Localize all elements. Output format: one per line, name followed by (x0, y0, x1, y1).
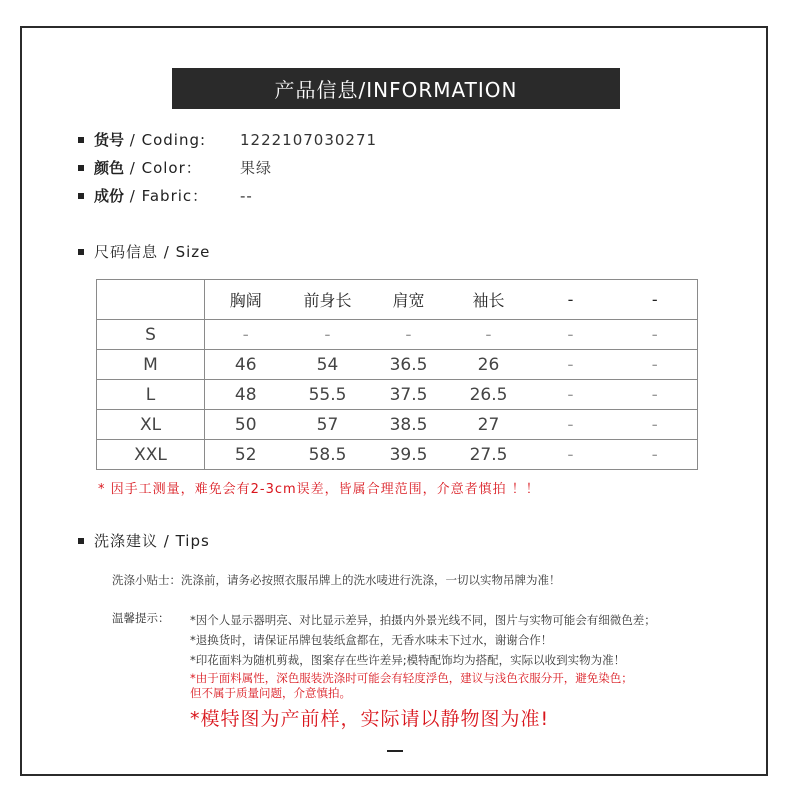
size-table-header-cell: 胸阔 (205, 280, 287, 320)
table-cell: 27.5 (449, 440, 529, 470)
bullet-icon (78, 165, 84, 171)
coding-label-en: / Coding: (124, 131, 207, 149)
page-title: 产品信息/INFORMATION (274, 78, 518, 102)
size-label-cell: S (97, 320, 205, 350)
table-cell: 26 (449, 350, 529, 380)
table-cell: 57 (287, 410, 369, 440)
table-row (97, 320, 698, 350)
table-cell: - (613, 320, 698, 350)
model-sample-note: *模特图为产前样，实际请以静物图为准! (190, 708, 550, 730)
size-table-header-row (97, 280, 698, 320)
divider-mark (387, 750, 403, 752)
table-cell: 36.5 (369, 350, 449, 380)
table-cell: - (369, 320, 449, 350)
size-table-header-cell (97, 280, 205, 320)
warm-tip-line: *因个人显示器明亮、对比显示差异，拍摄内外景光线不同，图片与实物可能会有细微色差； (190, 613, 656, 627)
table-row (97, 410, 698, 440)
info-row-coding (78, 129, 378, 150)
tips-section-heading (78, 530, 210, 551)
table-cell: 27 (449, 410, 529, 440)
table-cell: - (449, 320, 529, 350)
table-cell: 58.5 (287, 440, 369, 470)
table-cell: 48 (205, 380, 287, 410)
table-cell: 26.5 (449, 380, 529, 410)
table-cell: - (529, 350, 613, 380)
table-cell: 54 (287, 350, 369, 380)
table-cell: - (613, 350, 698, 380)
tips-section-title: 洗涤建议 / Tips (94, 532, 210, 550)
fabric-label-cn: 成份 (94, 187, 125, 205)
fabric-label-en: / Fabric： (124, 187, 209, 205)
info-title-bar (172, 68, 620, 109)
table-cell: - (287, 320, 369, 350)
table-row (97, 380, 698, 410)
table-cell: 38.5 (369, 410, 449, 440)
info-row-fabric (78, 185, 253, 206)
table-cell: 55.5 (287, 380, 369, 410)
warm-tip-line: *印花面料为随机剪裁，图案存在些许差异;模特配饰均为搭配，实际以收到实物为准！ (190, 653, 626, 667)
warm-tips-label: 温馨提示： (112, 611, 170, 625)
wash-tip: 洗涤小贴士：洗涤前，请务必按照衣服吊牌上的洗水唛进行洗涤，一切以实物吊牌为准！ (112, 573, 561, 587)
size-label-cell: XL (97, 410, 205, 440)
table-cell: - (529, 320, 613, 350)
bullet-icon (78, 249, 84, 255)
size-label-cell: L (97, 380, 205, 410)
size-section-heading (78, 241, 210, 262)
table-cell: 50 (205, 410, 287, 440)
table-cell: 52 (205, 440, 287, 470)
table-cell: - (613, 410, 698, 440)
coding-label-cn: 货号 (94, 131, 125, 149)
size-label-cell: XXL (97, 440, 205, 470)
measurement-note: * 因手工测量，难免会有2-3cm误差，皆属合理范围，介意者慎拍 ！！ (98, 482, 540, 497)
color-label-cn: 颜色 (94, 159, 125, 177)
size-table (96, 279, 698, 470)
warm-tip-red-line: *由于面料属性，深色服装洗涤时可能会有轻度浮色，建议与浅色衣服分开，避免染色； (190, 671, 633, 685)
color-value: 果绿 (240, 159, 273, 177)
table-cell: - (529, 410, 613, 440)
table-row (97, 440, 698, 470)
info-row-color (78, 157, 273, 178)
table-cell: - (613, 380, 698, 410)
bullet-icon (78, 193, 84, 199)
table-cell: - (529, 440, 613, 470)
size-table-header-cell: 前身长 (287, 280, 369, 320)
size-table-header-cell: - (613, 280, 698, 320)
table-row (97, 350, 698, 380)
fabric-value: -- (240, 186, 253, 205)
warm-tip-line: *退换货时，请保证吊牌包装纸盒都在，无香水味未下过水，谢谢合作！ (190, 633, 553, 647)
table-cell: 39.5 (369, 440, 449, 470)
warm-tip-red-line: 但不属于质量问题，介意慎拍。 (190, 686, 351, 700)
size-table-header-cell: 袖长 (449, 280, 529, 320)
size-table-header-cell: - (529, 280, 613, 320)
bullet-icon (78, 538, 84, 544)
table-cell: - (613, 440, 698, 470)
size-label-cell: M (97, 350, 205, 380)
table-cell: 46 (205, 350, 287, 380)
bullet-icon (78, 137, 84, 143)
coding-value: 1222107030271 (240, 130, 378, 149)
size-table-header-cell: 肩宽 (369, 280, 449, 320)
table-cell: - (205, 320, 287, 350)
size-section-title: 尺码信息 / Size (94, 243, 211, 261)
table-cell: 37.5 (369, 380, 449, 410)
color-label-en: / Color： (124, 159, 202, 177)
table-cell: - (529, 380, 613, 410)
